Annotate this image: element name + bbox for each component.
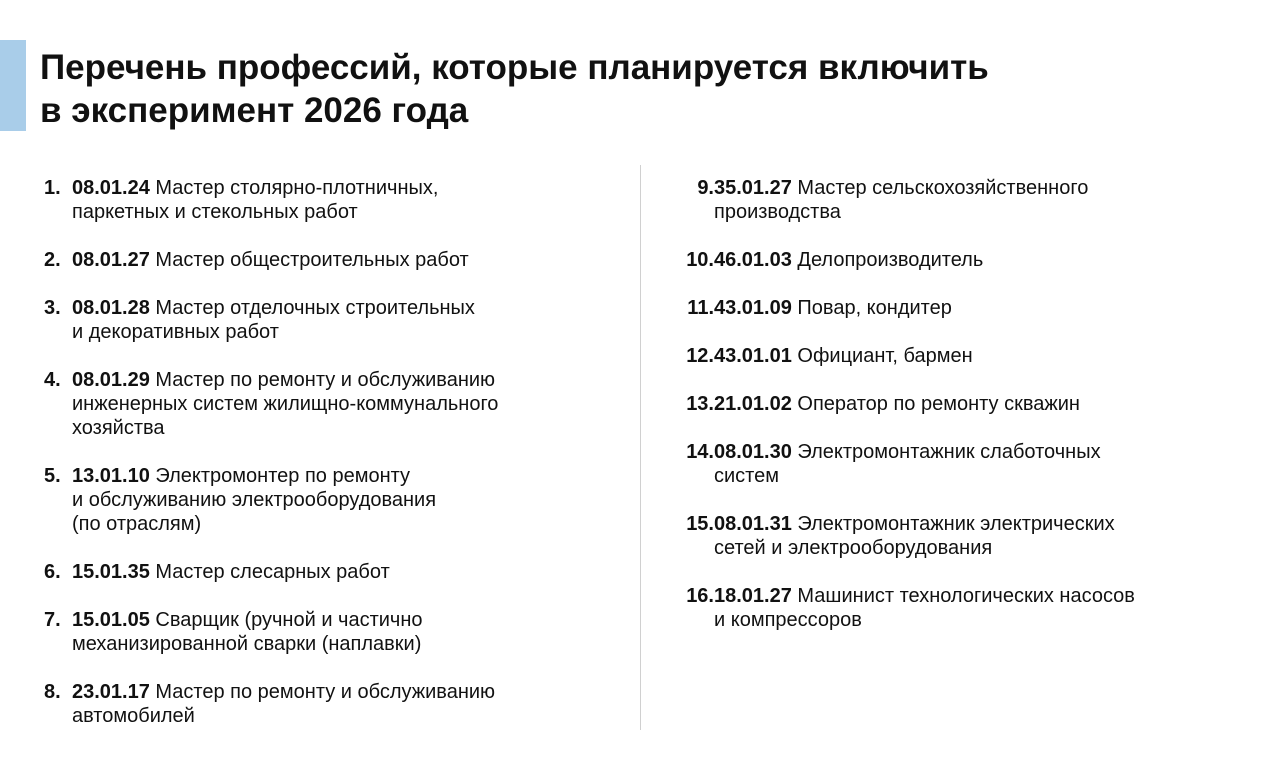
profession-code: 08.01.27 <box>72 249 150 271</box>
profession-name: Мастер по ремонту и обслуживанию <box>155 369 496 391</box>
profession-name-cont: автомобилей <box>72 705 195 727</box>
profession-code: 08.01.24 <box>72 177 150 199</box>
item-text <box>714 440 1272 488</box>
item-text <box>72 464 634 536</box>
item-number: 9. <box>697 177 714 199</box>
profession-item-14 <box>672 440 1272 488</box>
profession-item-6 <box>44 560 634 584</box>
profession-item-10 <box>672 248 1272 272</box>
profession-item-12 <box>672 344 1272 368</box>
item-text <box>714 296 1272 320</box>
profession-code: 08.01.30 <box>714 441 792 463</box>
profession-code: 15.01.05 <box>72 609 150 631</box>
profession-item-15 <box>672 512 1272 560</box>
item-number: 7. <box>44 609 61 631</box>
profession-item-11 <box>672 296 1272 320</box>
profession-name: Электромонтажник электрических <box>797 513 1115 535</box>
item-number: 13. <box>686 393 714 415</box>
profession-name-cont: хозяйства <box>72 417 165 439</box>
profession-name-cont: механизированной сварки (наплавки) <box>72 633 422 655</box>
profession-name-cont: систем <box>714 465 779 487</box>
profession-item-7 <box>44 608 634 656</box>
profession-name: Делопроизводитель <box>797 249 984 271</box>
item-number: 5. <box>44 465 61 487</box>
item-number: 11. <box>687 297 714 319</box>
item-text <box>72 176 634 224</box>
item-text <box>714 584 1272 632</box>
profession-item-3 <box>44 296 634 344</box>
item-text <box>714 176 1272 224</box>
item-number: 10. <box>686 249 714 271</box>
item-number: 16. <box>686 585 714 607</box>
profession-list-right <box>672 176 1272 656</box>
item-number: 12. <box>686 345 714 367</box>
page-title-line-1: Перечень профессий, которые планируется включить <box>40 48 989 87</box>
profession-code: 08.01.28 <box>72 297 150 319</box>
profession-name: Машинист технологических насосов <box>797 585 1135 607</box>
profession-name-cont: паркетных и стекольных работ <box>72 201 358 223</box>
profession-name: Мастер отделочных строительных <box>155 297 475 319</box>
profession-name-cont: производства <box>714 201 841 223</box>
profession-code: 08.01.29 <box>72 369 150 391</box>
item-number: 14. <box>686 441 714 463</box>
profession-code: 46.01.03 <box>714 249 792 271</box>
item-text <box>714 392 1272 416</box>
item-number: 6. <box>44 561 61 583</box>
item-text <box>72 680 634 728</box>
profession-name: Мастер общестроительных работ <box>155 249 469 271</box>
profession-code: 43.01.09 <box>714 297 792 319</box>
page-title <box>40 46 989 132</box>
profession-code: 35.01.27 <box>714 177 792 199</box>
accent-bar <box>0 40 26 131</box>
item-text <box>714 248 1272 272</box>
item-text <box>72 296 634 344</box>
profession-item-1 <box>44 176 634 224</box>
profession-code: 43.01.01 <box>714 345 792 367</box>
profession-code: 23.01.17 <box>72 681 150 703</box>
item-text <box>72 560 634 584</box>
profession-code: 21.01.02 <box>714 393 792 415</box>
profession-name-cont: (по отраслям) <box>72 513 202 535</box>
profession-name: Мастер сельскохозяйственного <box>797 177 1089 199</box>
profession-name: Оператор по ремонту скважин <box>797 393 1080 415</box>
profession-name-cont: сетей и электрооборудования <box>714 537 993 559</box>
profession-item-9 <box>672 176 1272 224</box>
profession-name: Мастер столярно-плотничных, <box>155 177 439 199</box>
profession-item-13 <box>672 392 1272 416</box>
item-number: 2. <box>44 249 61 271</box>
item-number: 15. <box>686 513 714 535</box>
profession-item-16 <box>672 584 1272 632</box>
profession-name-cont: и компрессоров <box>714 609 862 631</box>
item-number: 8. <box>44 681 61 703</box>
profession-item-5 <box>44 464 634 536</box>
profession-name: Сварщик (ручной и частично <box>155 609 423 631</box>
profession-name: Повар, кондитер <box>797 297 952 319</box>
profession-code: 08.01.31 <box>714 513 792 535</box>
column-divider <box>640 165 641 730</box>
item-text <box>72 368 634 440</box>
profession-code: 18.01.27 <box>714 585 792 607</box>
profession-name-cont: и обслуживанию электрооборудования <box>72 489 437 511</box>
profession-code: 13.01.10 <box>72 465 150 487</box>
profession-name: Официант, бармен <box>797 345 973 367</box>
profession-code: 15.01.35 <box>72 561 150 583</box>
item-number: 1. <box>44 177 61 199</box>
profession-list-left <box>44 176 634 752</box>
item-number: 3. <box>44 297 61 319</box>
profession-item-8 <box>44 680 634 728</box>
item-text <box>714 344 1272 368</box>
item-text <box>72 248 634 272</box>
profession-item-4 <box>44 368 634 440</box>
profession-name: Электромонтер по ремонту <box>155 465 411 487</box>
item-number: 4. <box>44 369 61 391</box>
item-text <box>72 608 634 656</box>
profession-name: Электромонтажник слаботочных <box>797 441 1101 463</box>
page-title-line-2: в эксперимент 2026 года <box>40 91 469 130</box>
profession-name: Мастер слесарных работ <box>155 561 390 583</box>
profession-name: Мастер по ремонту и обслуживанию <box>155 681 496 703</box>
profession-name-cont: и декоративных работ <box>72 321 279 343</box>
item-text <box>714 512 1272 560</box>
profession-item-2 <box>44 248 634 272</box>
profession-name-cont: инженерных систем жилищно-коммунального <box>72 393 499 415</box>
